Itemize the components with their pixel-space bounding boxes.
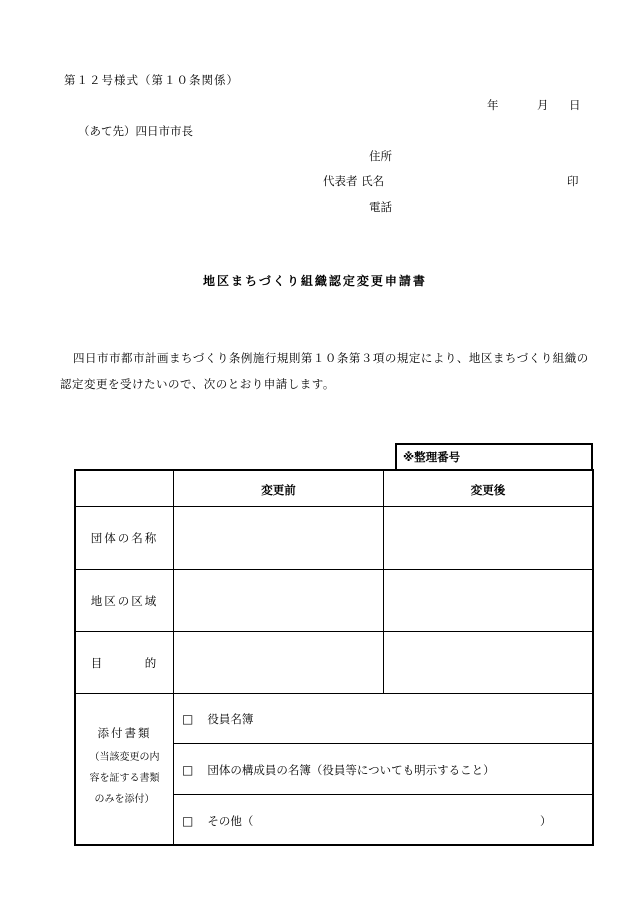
table-line	[173, 794, 592, 795]
table-line	[76, 506, 592, 507]
attachment-item-label: その他（	[207, 814, 254, 828]
checkbox-icon[interactable]: □	[182, 814, 194, 828]
address-label: 住所	[369, 149, 392, 163]
header-before: 変更前	[261, 483, 296, 497]
row-label-org-name: 団体の名称	[90, 531, 159, 545]
form-number: 第１２号様式（第１０条関係）	[64, 73, 239, 87]
document-title: 地区まちづくり組織認定変更申請書	[203, 274, 427, 288]
attachments-note-line: 容を証する書類	[89, 773, 160, 784]
row-label-district-area: 地区の区域	[90, 594, 159, 608]
phone-label: 電話	[369, 200, 392, 214]
reference-number-box	[395, 443, 593, 469]
table-line	[173, 743, 592, 744]
attachment-item-member-list[interactable]	[182, 762, 495, 778]
attachment-item-label: 団体の構成員の名簿（役員等についても明示すること）	[207, 763, 495, 777]
checkbox-icon[interactable]: □	[182, 763, 194, 777]
attachments-note-line: （当該変更の内	[89, 752, 160, 763]
attachments-note-line: のみを添付）	[94, 794, 155, 805]
table-line	[76, 693, 592, 694]
application-statement: 四日市市都市計画まちづくり条例施行規則第１０条第３項の規定により、地区まちづくり組織の認定変更を受けたいので、次のとおり申請します。	[60, 351, 589, 391]
other-close-paren: ）	[540, 814, 552, 828]
representative-label: 代表者 氏名	[323, 174, 385, 188]
reference-number-label: ※整理番号	[403, 450, 461, 464]
table-line	[173, 471, 174, 844]
date-month: 月	[537, 98, 549, 112]
table-line	[76, 569, 592, 570]
checkbox-icon[interactable]: □	[182, 712, 194, 726]
attachment-item-label: 役員名簿	[207, 712, 254, 726]
row-label-purpose: 目 的	[90, 656, 159, 670]
table-line	[76, 631, 592, 632]
date-year: 年	[487, 98, 499, 112]
attachments-note	[76, 747, 173, 810]
attachments-label: 添付書類	[97, 726, 152, 740]
addressee: （あて先）四日市市長	[78, 124, 193, 138]
header-after: 変更後	[470, 483, 506, 497]
table-line	[383, 471, 384, 694]
date-line	[487, 97, 581, 113]
change-application-table	[74, 469, 594, 846]
date-day: 日	[569, 98, 581, 112]
seal-mark: 印	[567, 174, 579, 188]
attachment-item-officer-list[interactable]	[182, 711, 253, 727]
attachment-item-other[interactable]	[182, 813, 253, 829]
